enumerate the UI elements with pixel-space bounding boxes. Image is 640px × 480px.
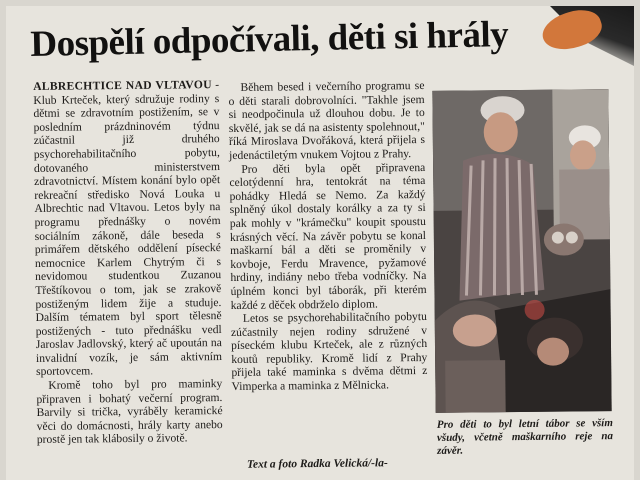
article-photo (432, 89, 611, 413)
article-column-2 (228, 79, 427, 394)
author-credit: Text a foto Radka Velická/-la- (246, 457, 388, 471)
headline: Dospělí odpočívali, děti si hrály (29, 13, 509, 65)
article-paragraph: Během besed i večerního programu se o děti starali dobrovolníci. "Takhle jsem si neodpočinula už dlouhou dobu. Je to skvělé, jak se dá na asistenty spolehnout," říká Miroslava Dvořáková, která přijela s jedenáctiletým vnukem Vojtou z Prahy. (228, 78, 426, 162)
article-column-1 (33, 78, 223, 447)
photo-illustration (432, 89, 611, 413)
photo-caption: Pro děti to byl letní tábor se vším všudy, včetně maškarního reje na závěr. (436, 417, 614, 457)
lead-text: - Klub Krteček, který sdružuje rodiny s dětmi se zdravotním postižením, se v posledním prázdninovém týdnu zúčastnil již druhého psychorehabilitačního pobytu, dotovaného ministerstvem zdravotnictví. Místem konání bylo opět rekreační středisko Nová Louka u Albrechtic nad Vltavou. Letos byly na programu přednášky o novém sociálním zákoně, dále beseda s primářem dětského oddělení písecké nemocnice Karlem Chytrým či s nevidomou studentkou Zuzanou Třeštíkovou o tom, jak se zrakově postiženým lidem žije a studuje. Dalším tématem byl sport tělesně postižených - tuto přednášku vedl Jaroslav Jadlovský, který ač upoután na invalidní vozík, je sám aktivním sportovcem. (33, 78, 223, 379)
dateline: ALBRECHTICE NAD VLTAVOU (33, 78, 212, 93)
article-paragraph (33, 78, 222, 379)
article-paragraph: Letos se psychorehabilitačního pobytu zúčastnily nejen rodiny sdružené v píseckém klubu Krteček, ale z různých koutů republiky. Kromě lidí z Prahy přijela také maminka s dvěma dětmi z Vimperka a maminka z Mělnicka. (230, 310, 428, 394)
article-paragraph: Kromě toho byl pro maminky připraven i bohatý večerní program. Barvily si trička, vyráběly keramické věci do domácnosti, hrály karty anebo prostě jen tak klábosily o životě. (36, 377, 223, 447)
article-paragraph: Pro děti byla opět připravena celotýdenní hra, tentokrát na téma pohádky Hledá se Nemo. Za každý splněný úkol dostaly korálky a za ty si pak mohly v "krámečku" koupit spoustu krásných věcí. Na závěr pobytu se konal maškarní bál a děti se proměnily v kovboje, Ferdu Mravence, pyžamové hrdiny, indiány nebo třeba vodníčky. Na úplném konci byl táborák, při kterém každé z děček obdrželo diplom. (229, 160, 427, 312)
